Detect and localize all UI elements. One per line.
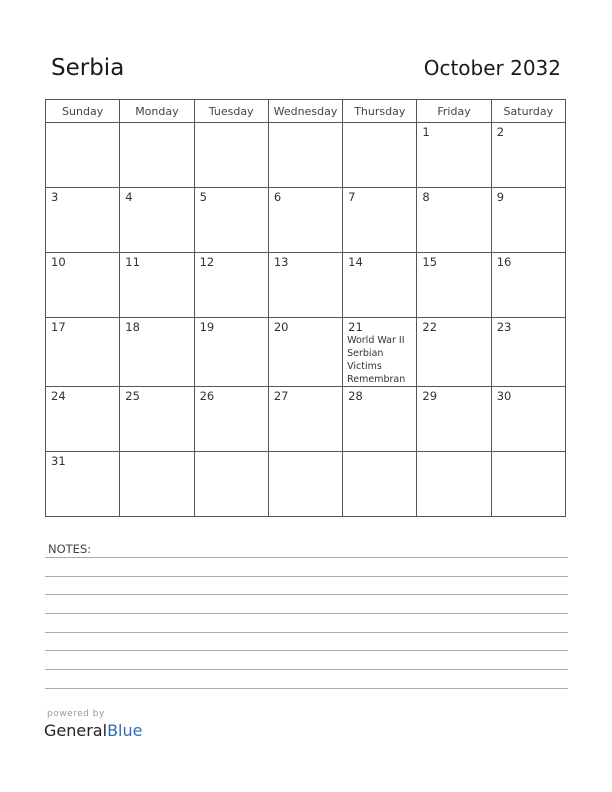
day-cell-21 [343, 318, 417, 387]
empty-day-cell [417, 452, 491, 517]
day-number: 16 [496, 255, 512, 269]
weekday-wednesday: Wednesday [268, 100, 342, 123]
week-row [46, 387, 566, 452]
day-cell-25 [120, 387, 194, 452]
day-cell-8 [417, 188, 491, 253]
day-number: 31 [51, 454, 66, 468]
week-row [46, 188, 566, 253]
day-cell-2 [491, 123, 565, 188]
weekday-header-row [46, 100, 566, 123]
day-cell-4 [120, 188, 194, 253]
note-line [45, 669, 568, 670]
day-cell-1 [417, 123, 491, 188]
day-number: 14 [348, 255, 363, 269]
generalblue-logo[interactable] [44, 721, 142, 740]
weekday-tuesday: Tuesday [194, 100, 268, 123]
day-cell-14 [343, 253, 417, 318]
day-number: 13 [273, 255, 289, 269]
empty-day-cell [343, 123, 417, 188]
day-cell-6 [268, 188, 342, 253]
weekday-saturday: Saturday [491, 100, 565, 123]
day-number: 26 [199, 389, 215, 403]
brand-general: General [44, 721, 108, 740]
day-cell-30 [491, 387, 565, 452]
day-number: 1 [422, 125, 430, 139]
day-cell-26 [194, 387, 268, 452]
note-line [45, 557, 568, 558]
day-cell-24 [46, 387, 120, 452]
day-cell-16 [491, 253, 565, 318]
day-cell-23 [491, 318, 565, 387]
day-number: 6 [273, 190, 282, 204]
day-number: 9 [496, 190, 505, 204]
weekday-monday: Monday [120, 100, 194, 123]
day-number: 17 [51, 320, 66, 334]
empty-day-cell [194, 452, 268, 517]
day-number: 3 [51, 190, 59, 204]
holiday-event-text: Serbian [347, 348, 384, 359]
note-line [45, 613, 568, 614]
day-number: 29 [422, 389, 438, 403]
empty-day-cell [268, 452, 342, 517]
day-number: 19 [199, 320, 215, 334]
day-cell-22 [417, 318, 491, 387]
day-number: 5 [199, 190, 207, 204]
day-number: 15 [422, 255, 438, 269]
day-number: 22 [422, 320, 438, 334]
day-cell-9 [491, 188, 565, 253]
notes-label: NOTES: [48, 542, 92, 556]
day-number: 8 [422, 190, 430, 204]
day-number: 18 [125, 320, 140, 334]
week-row [46, 318, 566, 387]
day-cell-19 [194, 318, 268, 387]
day-cell-31 [46, 452, 120, 517]
day-number: 24 [51, 389, 66, 403]
day-cell-17 [46, 318, 120, 387]
country-title: Serbia [51, 55, 125, 81]
day-number: 20 [273, 320, 289, 334]
empty-day-cell [46, 123, 120, 188]
calendar-body [46, 123, 566, 517]
empty-day-cell [120, 452, 194, 517]
day-number: 27 [273, 389, 289, 403]
day-number: 30 [496, 389, 512, 403]
empty-day-cell [343, 452, 417, 517]
day-cell-7 [343, 188, 417, 253]
holiday-event-text: World War II [347, 335, 405, 346]
holiday-event-text: Remembran [347, 374, 406, 385]
day-number: 21 [348, 320, 363, 334]
day-cell-11 [120, 253, 194, 318]
brand-blue: Blue [107, 721, 143, 740]
week-row [46, 253, 566, 318]
note-line [45, 576, 568, 577]
week-row [46, 452, 566, 517]
calendar-grid [45, 99, 566, 517]
day-cell-29 [417, 387, 491, 452]
day-number: 28 [348, 389, 363, 403]
day-number: 23 [496, 320, 512, 334]
day-cell-13 [268, 253, 342, 318]
day-number: 25 [125, 389, 140, 403]
empty-day-cell [268, 123, 342, 188]
note-line [45, 688, 568, 689]
day-cell-12 [194, 253, 268, 318]
holiday-event-text: Victims [347, 361, 382, 372]
empty-day-cell [491, 452, 565, 517]
day-cell-10 [46, 253, 120, 318]
day-cell-27 [268, 387, 342, 452]
day-cell-15 [417, 253, 491, 318]
week-row [46, 123, 566, 188]
day-cell-28 [343, 387, 417, 452]
weekday-thursday: Thursday [343, 100, 417, 123]
day-cell-5 [194, 188, 268, 253]
empty-day-cell [194, 123, 268, 188]
day-cell-18 [120, 318, 194, 387]
day-number: 7 [348, 190, 356, 204]
day-cell-3 [46, 188, 120, 253]
day-cell-20 [268, 318, 342, 387]
day-number: 4 [125, 190, 133, 204]
day-number: 11 [125, 255, 140, 269]
day-number: 10 [51, 255, 66, 269]
note-line [45, 594, 568, 595]
note-line [45, 650, 568, 651]
powered-by-text: powered by [47, 709, 105, 719]
day-number: 2 [496, 125, 505, 139]
day-number: 12 [199, 255, 215, 269]
month-year-title: October 2032 [423, 56, 561, 80]
weekday-friday: Friday [417, 100, 491, 123]
note-line [45, 632, 568, 633]
empty-day-cell [120, 123, 194, 188]
weekday-sunday: Sunday [46, 100, 120, 123]
